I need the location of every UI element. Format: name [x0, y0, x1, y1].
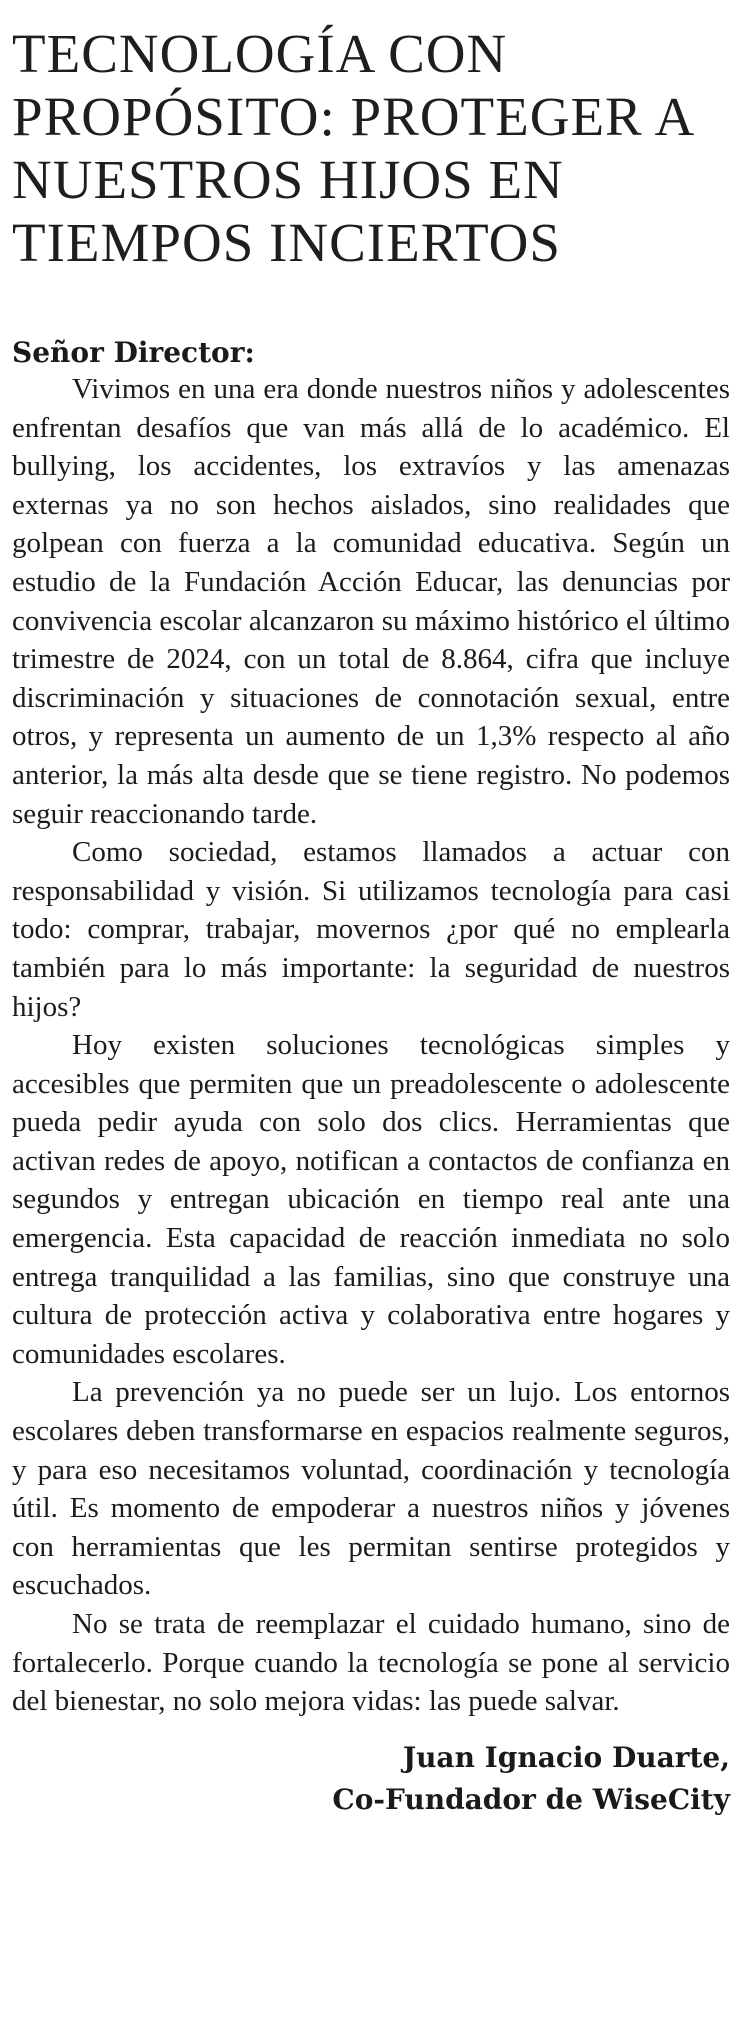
signature-name: Juan Ignacio Duarte, [402, 1740, 730, 1774]
paragraph: Como sociedad, estamos llamados a actuar con responsabilidad y visión. Si utilizamos tecnología para casi todo: comprar, trabajar, movernos ¿por qué no emplearla también para lo más importante: la seguridad de nuestros hijos? [12, 836, 730, 1023]
paragraph: Hoy existen soluciones tecnológicas simples y accesibles que permiten que un preadolescente o adolescente pueda pedir ayuda con solo dos clics. Herramientas que activan redes de apoyo, notifican a contactos de confianza en segundos y entregan ubicación en tiempo real ante una emergencia. Esta capacidad de reacción inmediata no solo entrega tranquilidad a las familias, sino que construye una cultura de protección activa y colaborativa entre hogares y comunidades escolares. [12, 1029, 730, 1370]
paragraph: La prevención ya no puede ser un lujo. Los entornos escolares deben transformarse en espacios realmente seguros, y para eso necesitamos voluntad, coordinación y tecnología útil. Es momento de empoderar a nuestros niños y jóvenes con herramientas que les permitan sentirse protegidos y escuchados. [12, 1376, 730, 1602]
paragraph: No se trata de reemplazar el cuidado humano, sino de fortalecerlo. Porque cuando la tecnología se pone al servicio del bienestar, no solo mejora vidas: las puede salvar. [12, 1608, 730, 1718]
signature [12, 1737, 730, 1821]
salutation: Señor Director: [12, 336, 255, 369]
letter-body [12, 370, 730, 1721]
signature-role: Co-Fundador de WiseCity [332, 1782, 730, 1816]
paragraph: Vivimos en una era donde nuestros niños y adolescentes enfrentan desafíos que van más allá de lo académico. El bullying, los accidentes, los extravíos y las amenazas externas ya no son hechos aislados, sino realidades que golpean con fuerza a la comunidad educativa. Según un estudio de la Fundación Acción Educar, las denuncias por convivencia escolar alcanzaron su máximo histórico el último trimestre de 2024, con un total de 8.864, cifra que incluye discriminación y situaciones de connotación sexual, entre otros, y representa un aumento de un 1,3% respecto al año anterior, la más alta desde que se tiene registro. No podemos seguir reaccionando tarde. [12, 373, 730, 830]
headline: TECNOLOGÍA CON PROPÓSITO: PROTEGER A NUESTROS HIJOS EN TIEMPOS INCIERTOS [12, 23, 693, 273]
